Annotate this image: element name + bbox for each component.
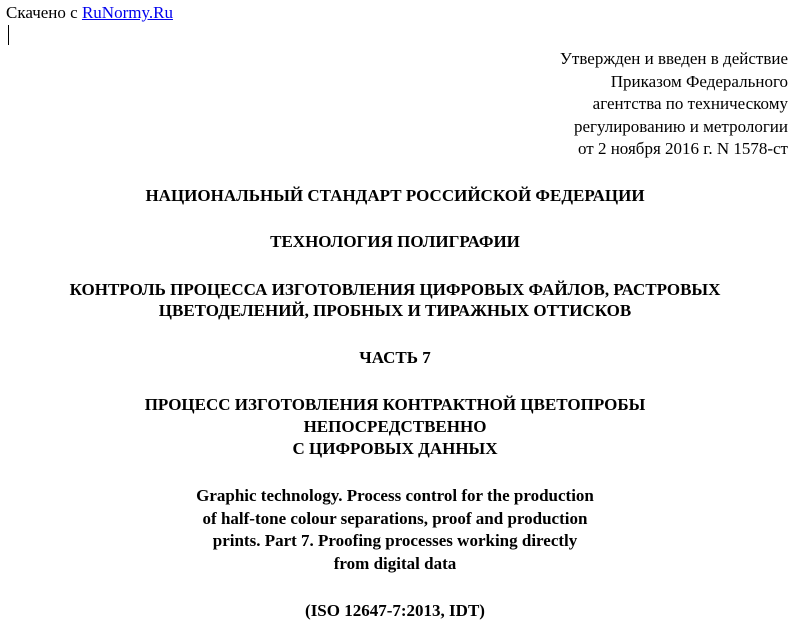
download-source-prefix: Скачено с <box>6 3 82 22</box>
control-heading-line: КОНТРОЛЬ ПРОЦЕССА ИЗГОТОВЛЕНИЯ ЦИФРОВЫХ ФАЙЛОВ, РАСТРОВЫХ <box>69 280 721 299</box>
english-title-line: prints. Part 7. Proofing processes working directly <box>212 531 578 550</box>
approval-line: Приказом Федерального <box>610 71 788 91</box>
english-title-line: Graphic technology. Process control for the production <box>196 486 594 505</box>
runormy-link[interactable]: RuNormy.Ru <box>81 3 173 22</box>
iso-reference-text: (ISO 12647-7:2013, IDT) <box>305 601 485 620</box>
process-heading-line: ПРОЦЕСС ИЗГОТОВЛЕНИЯ КОНТРАКТНОЙ ЦВЕТОПРОБЫ <box>144 395 646 414</box>
iso-reference <box>0 601 790 621</box>
standard-heading <box>0 186 790 206</box>
text-cursor <box>8 25 9 45</box>
approval-line: регулированию и метрологии <box>573 116 788 136</box>
process-heading-line: НЕПОСРЕДСТВЕННО <box>303 417 487 436</box>
download-source-line <box>6 3 173 23</box>
process-heading-line: С ЦИФРОВЫХ ДАННЫХ <box>292 439 498 458</box>
part-heading <box>0 348 790 368</box>
english-title <box>0 485 790 575</box>
control-heading <box>0 279 790 321</box>
approval-block <box>468 48 788 161</box>
approval-line: от 2 ноября 2016 г. N 1578-ст <box>578 139 788 158</box>
process-heading <box>0 394 790 460</box>
part-heading-text: ЧАСТЬ 7 <box>359 348 431 367</box>
english-title-line: from digital data <box>333 553 457 573</box>
approval-line: Утвержден и введен в действие <box>559 49 788 68</box>
technology-heading-text: ТЕХНОЛОГИЯ ПОЛИГРАФИИ <box>270 232 520 251</box>
english-title-line: of half-tone colour separations, proof and production <box>202 508 588 528</box>
technology-heading <box>0 232 790 252</box>
approval-line: агентства по техническому <box>592 94 788 113</box>
control-heading-line: ЦВЕТОДЕЛЕНИЙ, ПРОБНЫХ И ТИРАЖНЫХ ОТТИСКОВ <box>158 301 632 320</box>
standard-heading-text: НАЦИОНАЛЬНЫЙ СТАНДАРТ РОССИЙСКОЙ ФЕДЕРАЦИИ <box>145 186 645 205</box>
